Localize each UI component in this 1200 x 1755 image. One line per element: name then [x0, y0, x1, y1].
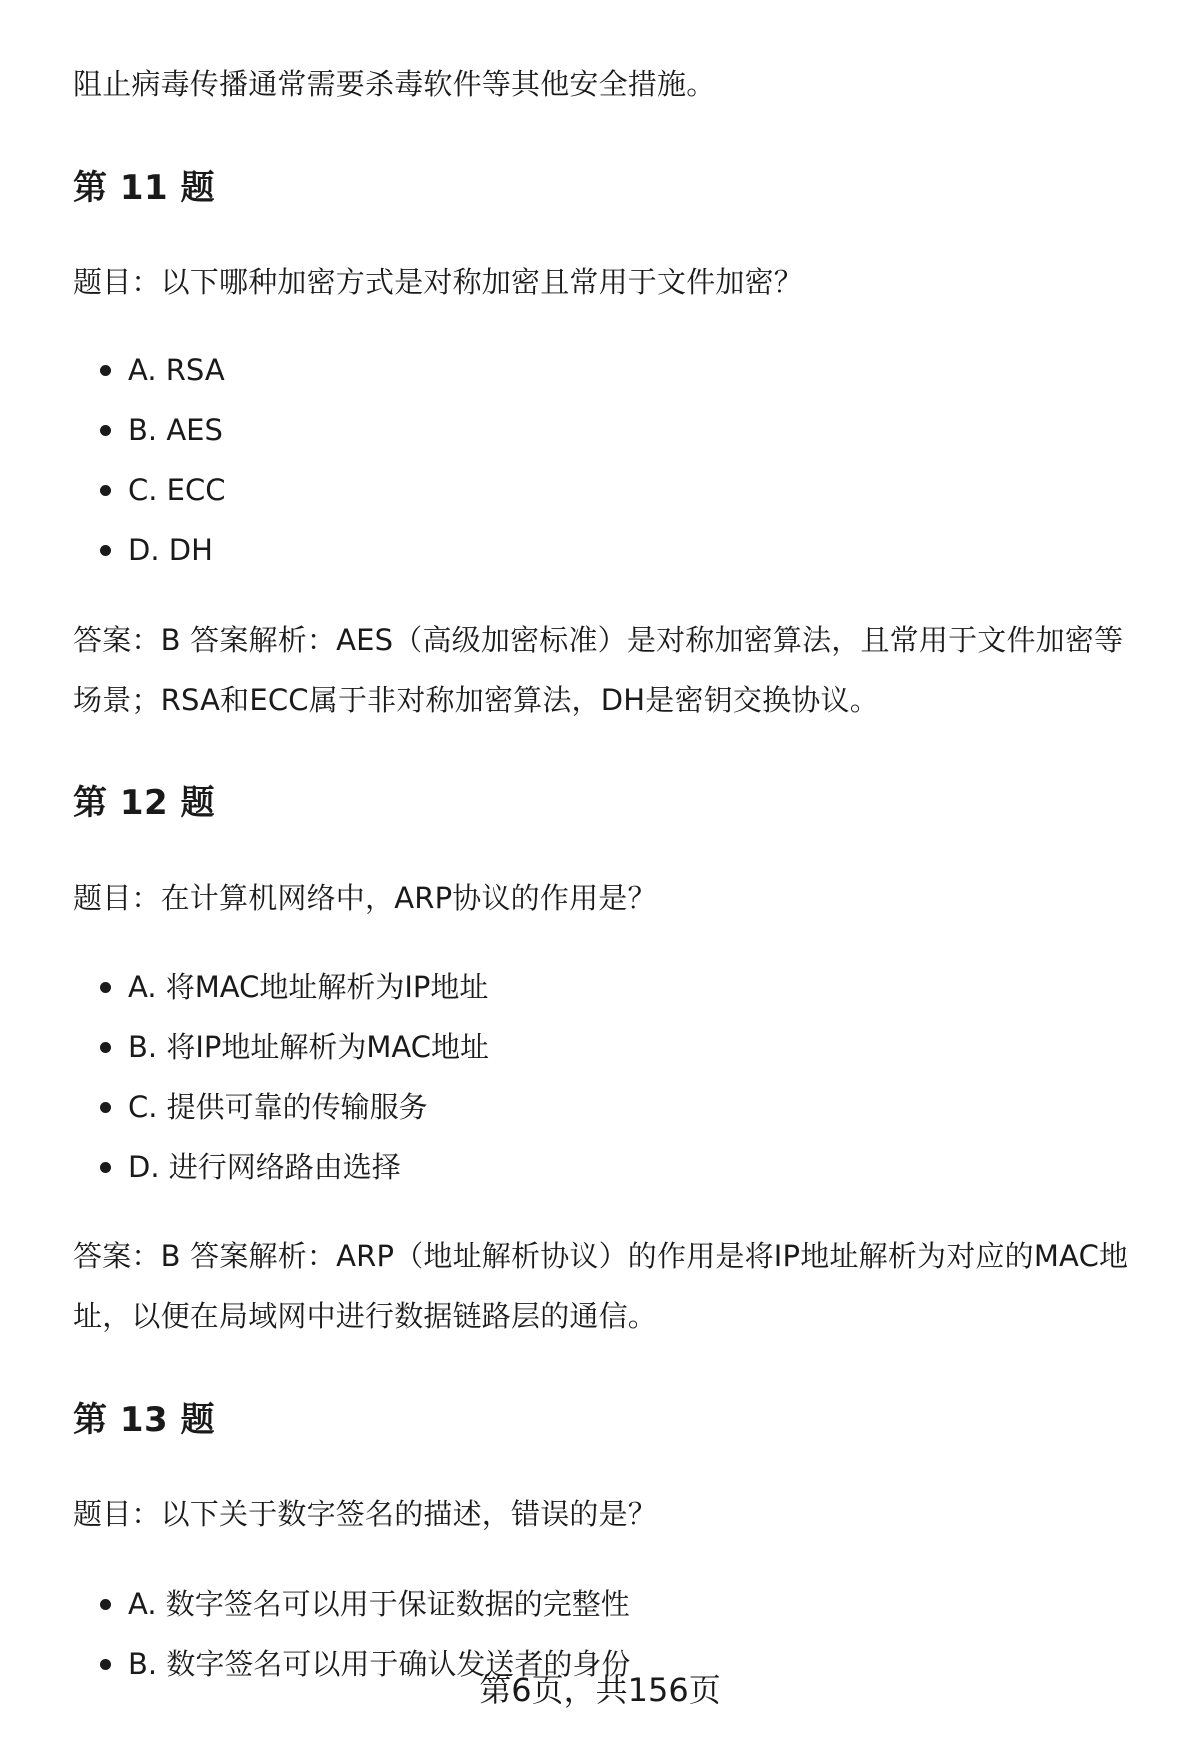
bullet-icon [100, 1659, 111, 1670]
question-heading: 第 13 题 [73, 1400, 215, 1440]
intro-paragraph: 阻止病毒传播通常需要杀毒软件等其他安全措施。 [73, 67, 716, 101]
option-item [73, 957, 1153, 1017]
option-item [73, 520, 1153, 580]
answer-line: 场景；RSA和ECC属于非对称加密算法，DH是密钥交换协议。 [73, 683, 879, 717]
option-item [73, 1574, 1153, 1634]
question-heading: 第 12 题 [73, 783, 215, 823]
question-prompt: 题目：在计算机网络中，ARP协议的作用是？ [73, 881, 657, 915]
bullet-icon [100, 545, 111, 556]
bullet-icon [100, 485, 111, 496]
option-text: D. DH [128, 533, 213, 567]
bullet-icon [100, 365, 111, 376]
option-item [73, 1137, 1153, 1197]
option-item [73, 400, 1153, 460]
question-prompt: 题目：以下关于数字签名的描述，错误的是？ [73, 1497, 658, 1531]
option-list [73, 340, 1153, 580]
bullet-icon [100, 1162, 111, 1173]
bullet-icon [100, 1042, 111, 1053]
option-text: A. 数字签名可以用于保证数据的完整性 [128, 1587, 630, 1621]
bullet-icon [100, 1599, 111, 1610]
page-footer: 第6页，共156页 [479, 1671, 721, 1709]
question-heading: 第 11 题 [73, 168, 215, 208]
option-item [73, 340, 1153, 400]
option-text: B. 数字签名可以用于确认发送者的身份 [128, 1647, 631, 1681]
option-text: A. RSA [128, 353, 225, 387]
option-text: B. 将IP地址解析为MAC地址 [128, 1030, 489, 1064]
question-prompt: 题目：以下哪种加密方式是对称加密且常用于文件加密？ [73, 265, 804, 299]
option-item [73, 1077, 1153, 1137]
answer-line: 址，以便在局域网中进行数据链路层的通信。 [73, 1299, 658, 1333]
bullet-icon [100, 425, 111, 436]
option-item [73, 460, 1153, 520]
option-text: D. 进行网络路由选择 [128, 1150, 401, 1184]
option-text: C. ECC [128, 473, 226, 507]
answer-line: 答案：B 答案解析：ARP（地址解析协议）的作用是将IP地址解析为对应的MAC地 [73, 1239, 1129, 1273]
option-text: A. 将MAC地址解析为IP地址 [128, 970, 489, 1004]
option-text: B. AES [128, 413, 223, 447]
bullet-icon [100, 1102, 111, 1113]
answer-line: 答案：B 答案解析：AES（高级加密标准）是对称加密算法，且常用于文件加密等 [73, 623, 1124, 657]
bullet-icon [100, 982, 111, 993]
option-list [73, 957, 1153, 1197]
option-item [73, 1017, 1153, 1077]
option-text: C. 提供可靠的传输服务 [128, 1090, 428, 1124]
